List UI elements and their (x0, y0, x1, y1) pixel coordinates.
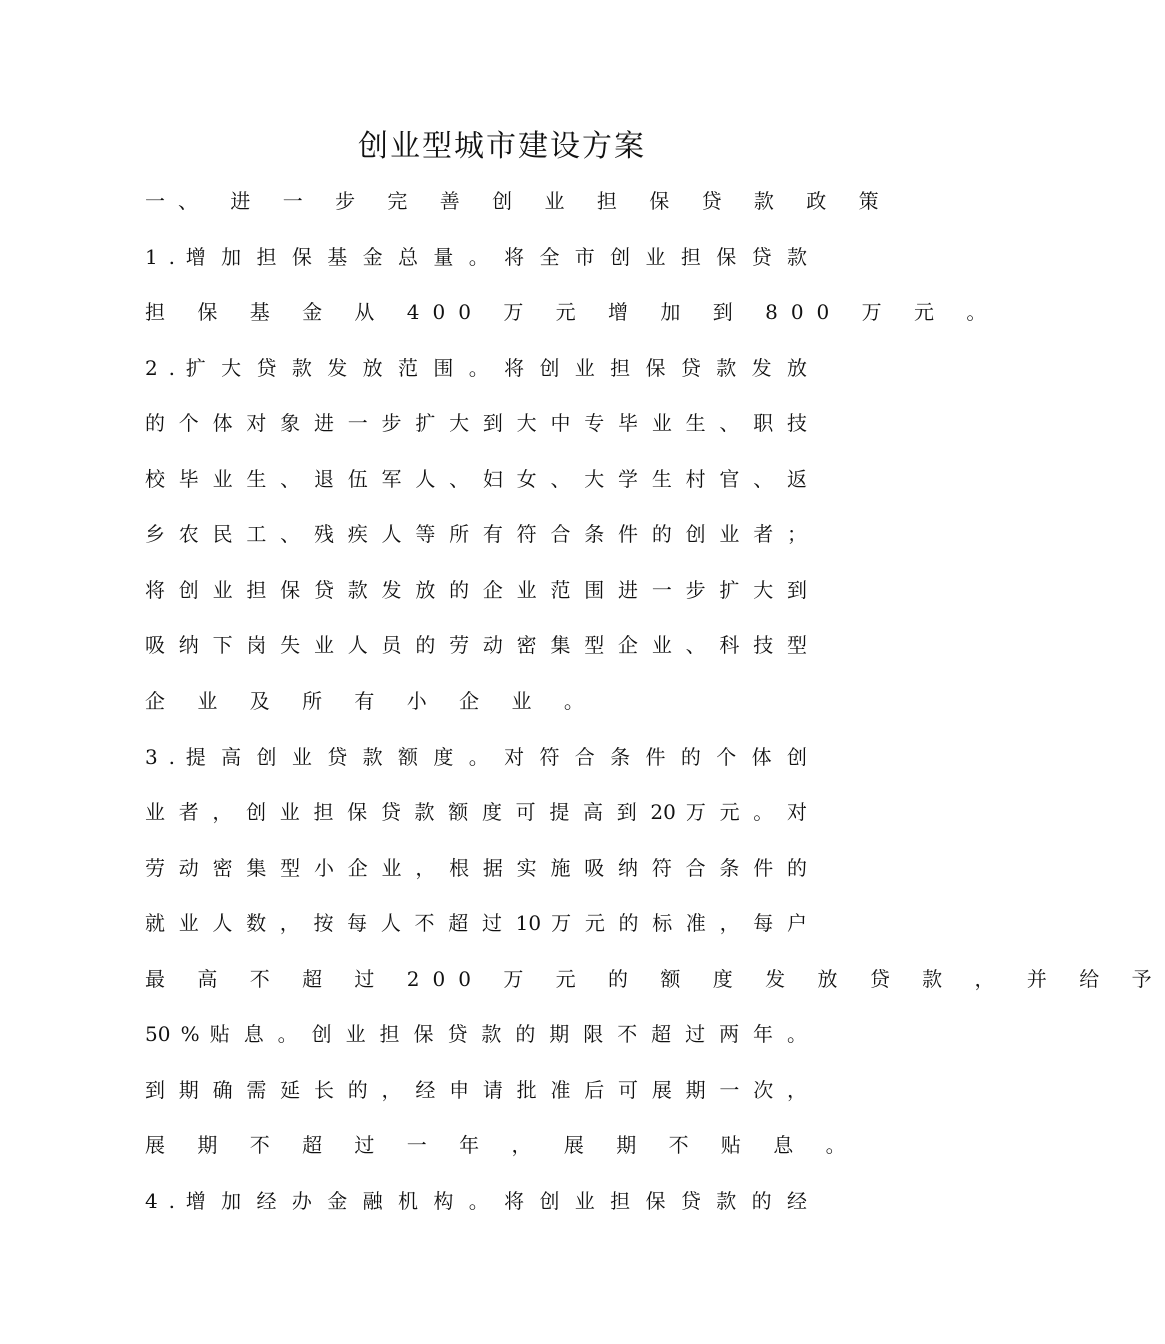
paragraph-line: 最 高 不 超 过 200 万 元 的 额 度 发 放 贷 款 ， 并 给 予 (145, 967, 1165, 991)
paragraph-line: 展 期 不 超 过 一 年 ， 展 期 不 贴 息 。 (145, 1133, 859, 1157)
paragraph-line: 3 . 提 高 创 业 贷 款 额 度 。 对 符 合 条 件 的 个 体 创 (145, 745, 807, 769)
paragraph-line: 4 . 增 加 经 办 金 融 机 构 。 将 创 业 担 保 贷 款 的 经 (145, 1189, 807, 1213)
paragraph-line: 就 业 人 数 ， 按 每 人 不 超 过 10 万 元 的 标 准 ， 每 户 (145, 911, 807, 935)
paragraph-line: 业 者 ， 创 业 担 保 贷 款 额 度 可 提 高 到 20 万 元 。 对 (145, 800, 807, 824)
paragraph-line: 吸 纳 下 岗 失 业 人 员 的 劳 动 密 集 型 企 业 、 科 技 型 (145, 633, 807, 657)
paragraph-line: 的 个 体 对 象 进 一 步 扩 大 到 大 中 专 毕 业 生 、 职 技 (145, 411, 807, 435)
document-title: 创业型城市建设方案 (358, 129, 646, 164)
paragraph-line: 劳 动 密 集 型 小 企 业 ， 根 据 实 施 吸 纳 符 合 条 件 的 (145, 856, 807, 880)
paragraph-line: 到 期 确 需 延 长 的 ， 经 申 请 批 准 后 可 展 期 一 次 ， (145, 1078, 807, 1102)
paragraph-line: 担 保 基 金 从 400 万 元 增 加 到 800 万 元 。 (145, 300, 1000, 324)
paragraph-line: 企 业 及 所 有 小 企 业 。 (145, 689, 597, 713)
paragraph-line: 校 毕 业 生 、 退 伍 军 人 、 妇 女 、 大 学 生 村 官 、 返 (145, 467, 807, 491)
paragraph-line: 将 创 业 担 保 贷 款 发 放 的 企 业 范 围 进 一 步 扩 大 到 (145, 578, 807, 602)
section-heading-1: 一、 进 一 步 完 善 创 业 担 保 贷 款 政 策 (145, 189, 892, 213)
paragraph-line: 乡 农 民 工 、 残 疾 人 等 所 有 符 合 条 件 的 创 业 者 ； (145, 522, 807, 546)
paragraph-line: 1 . 增 加 担 保 基 金 总 量 。 将 全 市 创 业 担 保 贷 款 (145, 245, 807, 269)
paragraph-line: 50 % 贴 息 。 创 业 担 保 贷 款 的 期 限 不 超 过 两 年 。 (145, 1022, 807, 1046)
paragraph-line: 2 . 扩 大 贷 款 发 放 范 围 。 将 创 业 担 保 贷 款 发 放 (145, 356, 807, 380)
